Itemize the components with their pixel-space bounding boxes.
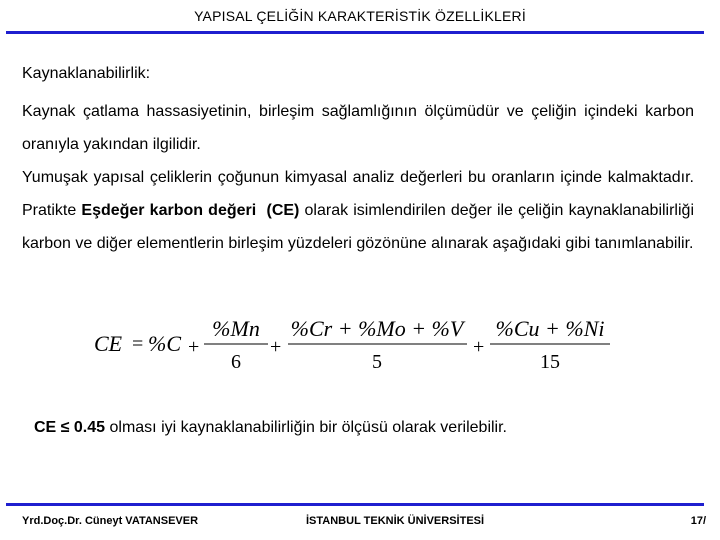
term-equivalent-carbon: Eşdeğer karbon değeri bbox=[81, 202, 257, 219]
conclusion-line bbox=[34, 416, 507, 440]
section-title-text: Kaynaklanabilirlik bbox=[22, 65, 146, 82]
main-content bbox=[22, 62, 694, 260]
conclusion-text: olması iyi kaynaklanabilirliğin bir ölçüsü olarak verilebilir. bbox=[105, 419, 507, 436]
fraction-3-numerator: %Cu + %Ni bbox=[495, 316, 605, 341]
footer-divider bbox=[6, 503, 704, 506]
fraction-3-denominator: 15 bbox=[540, 351, 560, 373]
section-title-colon: : bbox=[145, 65, 151, 82]
term-ce-abbr: (CE) bbox=[266, 202, 300, 219]
formula-plus-2: + bbox=[270, 336, 282, 358]
paragraph-1: Kaynak çatlama hassasiyetinin, birleşim sağlamlığının ölçümüdür ve çeliğin içindeki karbon oranıyla yakından ilgilidir. bbox=[22, 103, 694, 153]
formula-plus-3: + bbox=[473, 336, 485, 358]
footer-institution: İSTANBUL TEKNİK ÜNİVERSİTESİ bbox=[306, 515, 485, 527]
footer-page-number: 17/ bbox=[690, 515, 706, 527]
ce-formula bbox=[92, 316, 612, 376]
paragraph-2 bbox=[22, 161, 694, 260]
formula-lhs: CE bbox=[94, 331, 123, 356]
formula-first-term: %C bbox=[148, 331, 181, 356]
formula-equals: = bbox=[132, 333, 144, 355]
fraction-1-numerator: %Mn bbox=[212, 316, 260, 341]
fraction-1-denominator: 6 bbox=[231, 351, 241, 373]
fraction-2-numerator: %Cr + %Mo + %V bbox=[290, 316, 464, 341]
formula-plus-1: + bbox=[188, 336, 200, 358]
paragraph-2-part2: olarak isimlendirilen değer ile çeliğin kaynaklanabilirliği karbon ve diğer elementlerin birleşim yüzdeleri gözönüne alınarak aşağıdaki gibi tanımlanabilir. bbox=[22, 202, 694, 252]
section-heading bbox=[22, 62, 694, 86]
paragraph-2-part1: Yumuşak yapısal çeliklerin çoğunun kimyasal analiz değerleri bu oranların içinde kalmaktadır. Pratikte bbox=[22, 169, 694, 219]
ce-threshold: CE ≤ 0.45 bbox=[34, 419, 106, 436]
footer-author: Yrd.Doç.Dr. Cüneyt VATANSEVER bbox=[22, 515, 199, 527]
fraction-2-denominator: 5 bbox=[372, 351, 382, 373]
page-title: YAPISAL ÇELİĞİN KARAKTERİSTİK ÖZELLİKLERİ bbox=[194, 8, 526, 24]
header-divider bbox=[6, 31, 704, 34]
